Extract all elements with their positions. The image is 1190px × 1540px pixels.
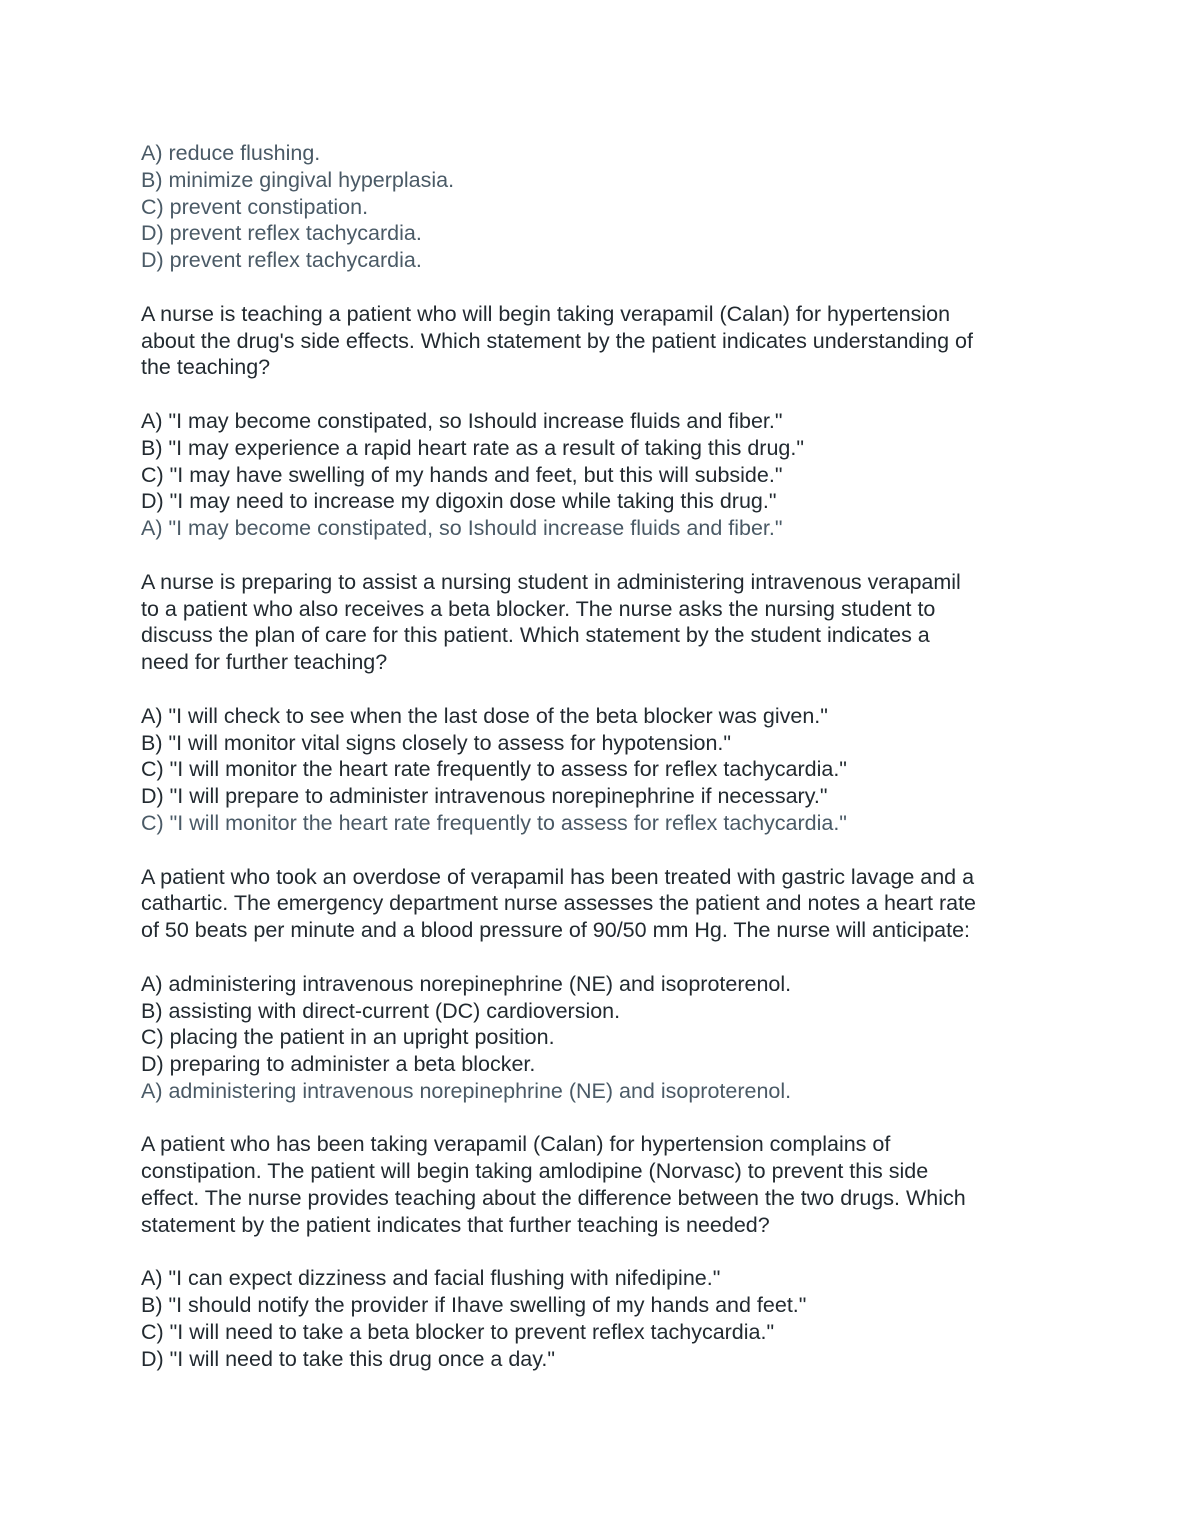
- option-b: B) "I may experience a rapid heart rate as a result of taking this drug.": [141, 435, 804, 460]
- option-a: A) reduce flushing.: [141, 141, 321, 165]
- question-block-continued: [141, 140, 1061, 274]
- question-block-3: [141, 864, 1061, 1105]
- question-block-4: [141, 1131, 1061, 1372]
- option-c: C) "I will need to take a beta blocker to prevent reflex tachycardia.": [141, 1320, 775, 1345]
- answer-line: A) administering intravenous norepinephrine (NE) and isoproterenol.: [141, 1078, 792, 1103]
- question-block-2: [141, 569, 1061, 837]
- option-a: A) "I can expect dizziness and facial flushing with nifedipine.": [141, 1266, 721, 1291]
- option-d: D) preparing to administer a beta blocker.: [141, 1052, 536, 1077]
- option-c: C) prevent constipation.: [141, 194, 369, 219]
- option-a: A) "I will check to see when the last dose of the beta blocker was given.": [141, 703, 828, 728]
- question-stem: A patient who has been taking verapamil (Calan) for hypertension complains of constipation. The patient will begin taking amlodipine (Norvasc) to prevent this side effect. The nurse provides teaching about the difference between the two drugs. Which statement by the patient indicates that further teaching is needed?: [141, 1132, 966, 1237]
- option-c: C) "I may have swelling of my hands and feet, but this will subside.": [141, 462, 783, 487]
- option-b: B) "I will monitor vital signs closely to assess for hypotension.": [141, 730, 732, 755]
- question-stem: A nurse is preparing to assist a nursing student in administering intravenous verapamil to a patient who also receives a beta blocker. The nurse asks the nursing student to discuss the plan of care for this patient. Which statement by the student indicates a need for further teaching?: [141, 569, 961, 675]
- question-block-1: [141, 301, 1061, 542]
- answer-line: A) "I may become constipated, so Ishould increase fluids and fiber.": [141, 516, 783, 541]
- question-stem: A patient who took an overdose of verapamil has been treated with gastric lavage and a cathartic. The emergency department nurse assesses the patient and notes a heart rate of 50 beats per minute and a blood pressure of 90/50 mm Hg. The nurse will anticipate:: [141, 864, 977, 943]
- option-a: A) "I may become constipated, so Ishould increase fluids and fiber.": [141, 408, 783, 433]
- question-stem: A nurse is teaching a patient who will begin taking verapamil (Calan) for hypertension about the drug's side effects. Which statement by the patient indicates understanding of the teaching?: [141, 301, 973, 380]
- option-d: D) "I may need to increase my digoxin dose while taking this drug.": [141, 489, 777, 514]
- option-c: C) "I will monitor the heart rate frequently to assess for reflex tachycardia.": [141, 757, 847, 782]
- option-b: B) "I should notify the provider if Ihave swelling of my hands and feet.": [141, 1293, 807, 1318]
- answer-line: D) prevent reflex tachycardia.: [141, 248, 422, 273]
- document-page: [141, 140, 1061, 1373]
- option-d: D) "I will prepare to administer intravenous norepinephrine if necessary.": [141, 784, 828, 809]
- option-d: D) prevent reflex tachycardia.: [141, 221, 422, 246]
- option-d: D) "I will need to take this drug once a day.": [141, 1346, 556, 1371]
- answer-line: C) "I will monitor the heart rate frequently to assess for reflex tachycardia.": [141, 810, 847, 835]
- option-b: B) assisting with direct-current (DC) cardioversion.: [141, 998, 621, 1023]
- option-b: B) minimize gingival hyperplasia.: [141, 167, 455, 192]
- option-a: A) administering intravenous norepinephrine (NE) and isoproterenol.: [141, 971, 792, 996]
- option-c: C) placing the patient in an upright position.: [141, 1025, 555, 1050]
